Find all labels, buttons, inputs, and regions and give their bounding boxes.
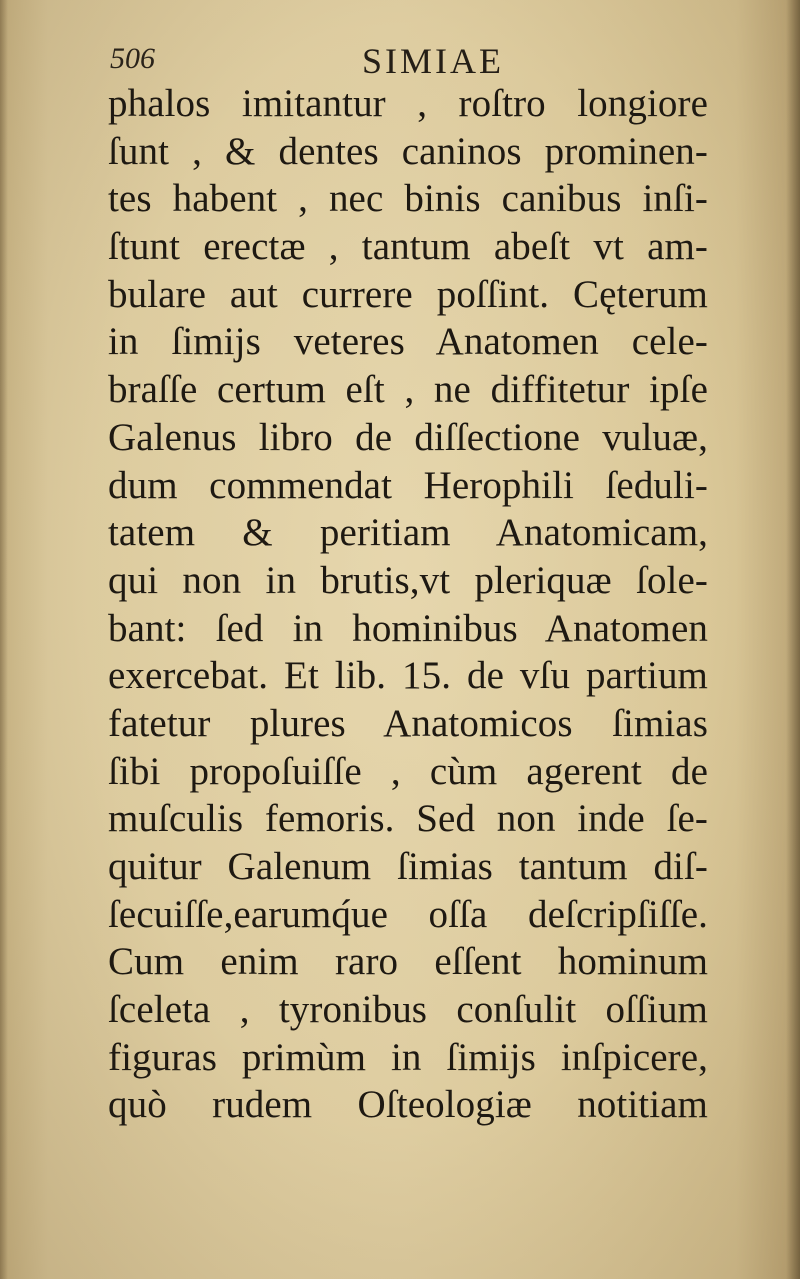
text-line: Cum enim raro eſſent hominum [108,940,708,984]
text-line: tes habent , nec binis canibus inſi- [108,177,708,221]
text-line: dum commendat Herophili ſeduli- [108,463,708,507]
text-line: phalos imitantur , roſtro longiore [108,82,708,125]
text-line: ſibi propoſuiſſe , cùm agerent de [108,749,708,793]
body-text [108,80,708,1129]
text-line: bant: ſed in hominibus Anatomen [108,606,708,650]
text-line: ſtunt erectæ , tantum abeſt vt am- [108,225,708,269]
text-line: quitur Galenum ſimias tantum diſ- [108,845,708,888]
text-line: muſculis femoris. Sed non inde ſe- [108,797,708,841]
text-line: ſceleta , tyronibus conſulit oſſium [108,988,708,1032]
text-line: exercebat. Et lib. 15. de vſu partium [108,654,708,698]
page-number: 506 [110,42,155,75]
text-line: in ſimijs veteres Anatomen cele- [108,320,708,364]
text-line: tatem & peritiam Anatomicam, [108,511,708,555]
text-line: ſunt , & dentes caninos prominen- [108,129,708,173]
text-line: bulare aut currere poſſint. Cęterum [108,272,708,316]
text-line: Galenus libro de diſſectione vuluæ, [108,415,708,459]
text-line: braſſe certum eſt , ne diffitetur ipſe [108,368,708,412]
text-line: ſecuiſſe,earumq́ue oſſa deſcripſiſſe. [108,892,708,936]
text-line: figuras primùm in ſimijs inſpicere, [108,1035,708,1079]
text-line: quò rudem Oſteologiæ notitiam [108,1083,708,1127]
text-line: fatetur plures Anatomicos ſimias [108,701,708,745]
running-head: SIMIAE [362,41,504,81]
page-header [110,38,710,82]
page-shadow-left [0,0,8,1279]
text-line: qui non in brutis,vt pleriquæ ſole- [108,558,708,602]
page-shadow-right [786,0,800,1279]
